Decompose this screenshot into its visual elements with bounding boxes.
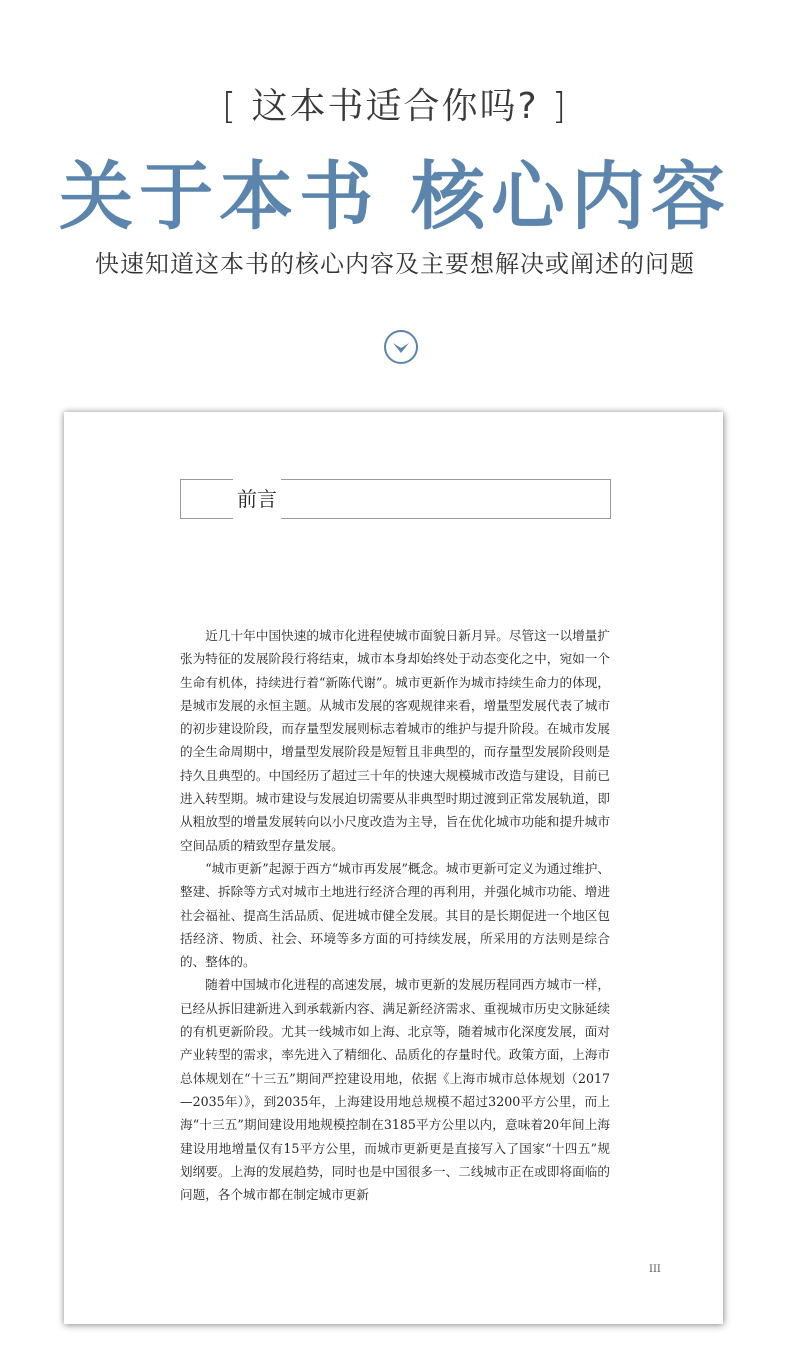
- tagline-text: 这本书适合你吗?: [251, 86, 539, 127]
- paragraph: 随着中国城市化进程的高速发展，城市更新的发展历程同西方城市一样，已经从拆旧建新进入到承载新内容、满足新经济需求、重视城市历史文脉延续的有机更新阶段。尤其一线城市如上海、北京等，随着城市化深度发展，面对产业转型的需求，率先进入了精细化、品质化的存量时代。政策方面，上海市总体规划在“十三五”期间严控建设用地，依据《上海市城市总体规划（2017—2035年）》，到2035年，上海建设用地总规模不超过3200平方公里，而上海“十三五”期间建设用地规模控制在3185平方公里以内，意味着20年间上海建设用地增量仅有15平方公里，而城市更新更是直接写入了国家“十四五”规划纲要。上海的发展趋势，同时也是中国很多一、二线城市正在或即将面临的问题，各个城市都在制定城市更新: [180, 977, 610, 1203]
- paragraph: 近几十年中国快速的城市化进程使城市面貌日新月异。尽管这一以增量扩张为特征的发展阶段行将结束，城市本身却始终处于动态变化之中，宛如一个生命有机体，持续进行着“新陈代谢”。城市更新作为城市持续生命力的体现，是城市发展的永恒主题。从城市发展的客观规律来看，增量型发展代表了城市的初步建设阶段，而存量型发展则标志着城市的维护与提升阶段。在城市发展的全生命周期中，增量型发展阶段是短暂且非典型的，而存量型发展阶段则是持久且典型的。中国经历了超过三十年的快速大规模城市改造与建设，目前已进入转型期。城市建设与发展迫切需要从非典型时期过渡到正常发展轨道，即从粗放型的增量发展转向以小尺度改造为主导，旨在优化城市功能和提升城市空间品质的精致型存量发展。: [180, 628, 610, 853]
- tagline-open-bracket: [: [221, 86, 238, 127]
- book-page: [64, 412, 723, 1324]
- page-body: [180, 624, 610, 1206]
- section-title-box: [180, 479, 611, 519]
- chevron-down-circle-icon: [383, 329, 419, 365]
- section-title: 前言: [233, 479, 281, 519]
- tagline-close-bracket: ]: [552, 86, 569, 127]
- page-number: III: [649, 1264, 661, 1275]
- page-title: 关于本书 核心内容: [59, 154, 731, 240]
- paragraph: “城市更新”起源于西方“城市再发展”概念。城市更新可定义为通过维护、整建、拆除等方式对城市土地进行经济合理的再利用，并强化城市功能、增进社会福祉、提高生活品质、促进城市健全发展。其目的是长期促进一个地区包括经济、物质、社会、环境等多方面的可持续发展，所采用的方法则是综合的、整体的。: [180, 860, 610, 970]
- tagline: [0, 78, 790, 129]
- page-subtitle: 快速知道这本书的核心内容及主要想解决或阐述的问题: [95, 250, 695, 278]
